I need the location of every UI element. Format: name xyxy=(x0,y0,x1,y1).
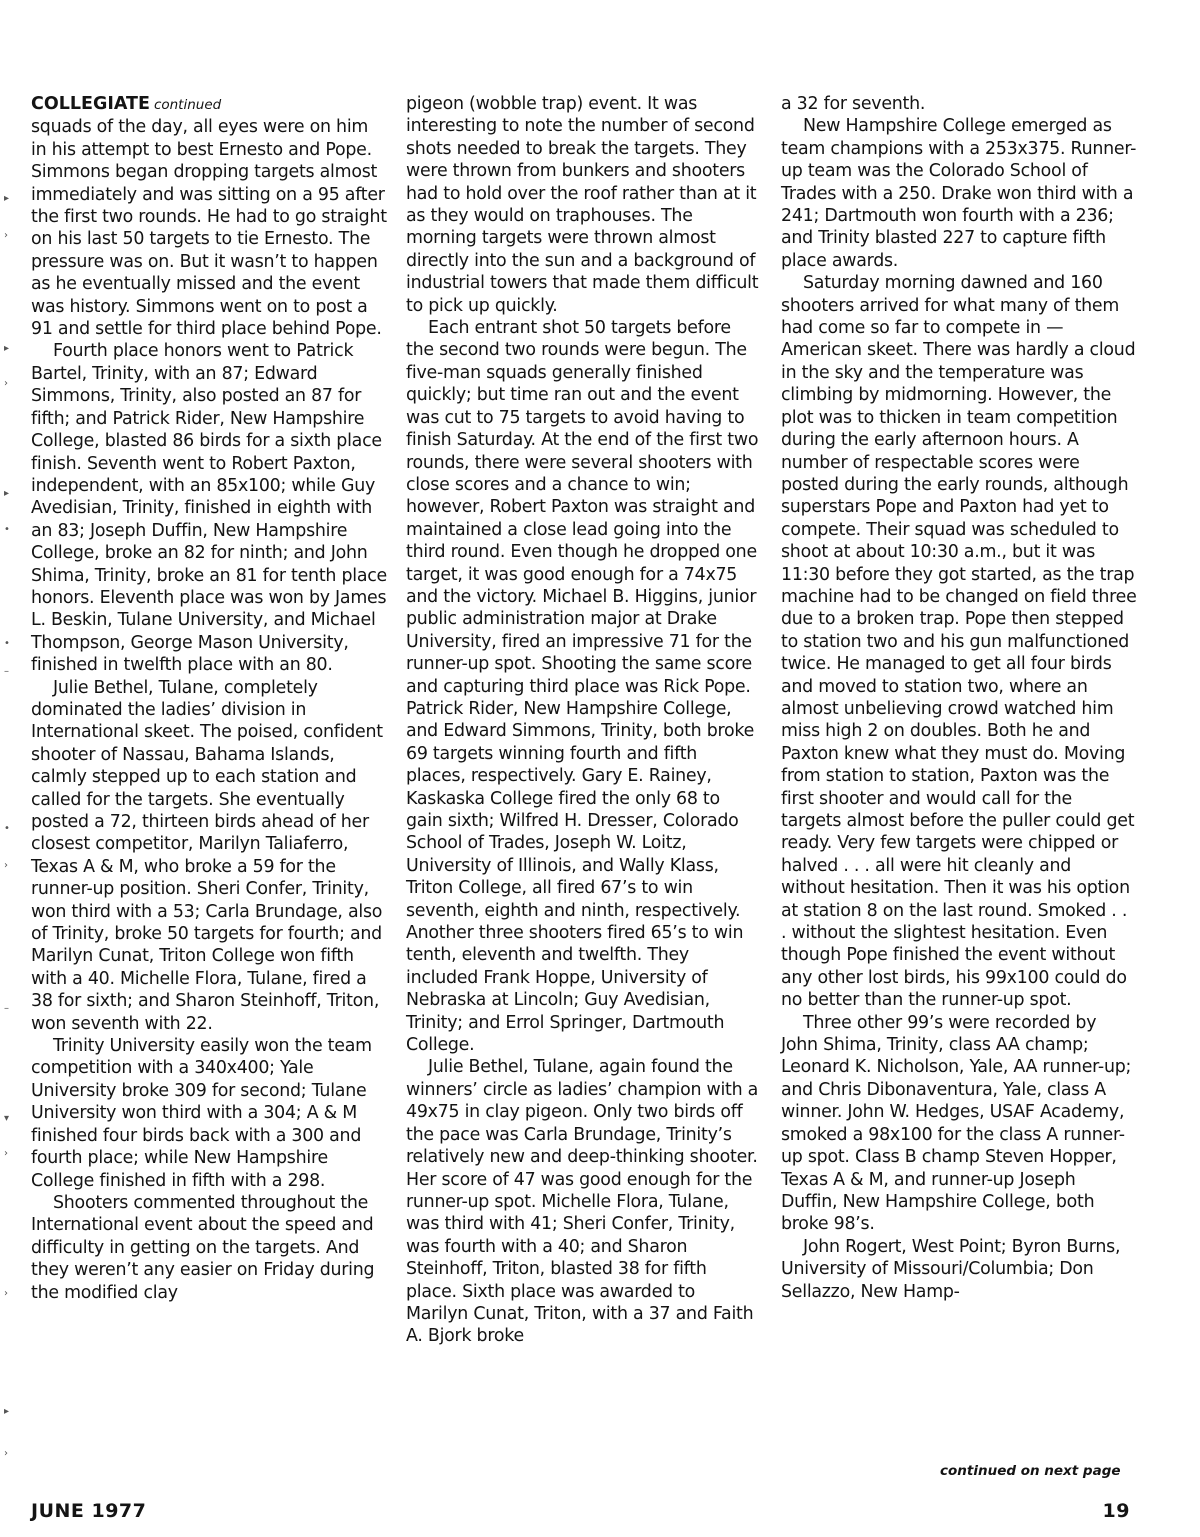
paragraph: a 32 for seventh. xyxy=(781,94,926,114)
margin-mark-icon: • xyxy=(4,524,10,535)
column-2 xyxy=(406,93,760,1348)
margin-mark-icon: ▸ xyxy=(4,343,10,354)
page-number: 19 xyxy=(1102,1500,1130,1522)
column-1 xyxy=(31,93,387,1304)
paragraph: squads of the day, all eyes were on him in his attempt to best Ernesto and Pope. Simmons began dropping targets almost immediately and was sitting on a 95 after the first two rounds. He had to go straight on his last 50 targets to tie Ernesto. The pressure was on. But it wasn’t to happen as he eventually missed and the event was history. Simmons went on to post a 91 and settle for third place behind Pope. xyxy=(31,117,387,340)
margin-mark-icon: › xyxy=(4,1148,8,1159)
margin-mark-icon: › xyxy=(4,1288,8,1299)
paragraph: Trinity University easily won the team competition with a 340x400; Yale University broke 309 for second; Tulane University won third with a 304; A & M finished four birds back with a 300 and fourth place; while New Hampshire College finished in fifth with a 298. xyxy=(31,1036,372,1191)
paragraph: pigeon (wobble trap) event. It was interesting to note the number of second shots needed to break the targets. They were thrown from bunkers and shooters had to hold over the roof rather than at it as they would on traphouses. The morning targets were thrown almost directly into the sun and a background of industrial towers that made them difficult to pick up quickly. xyxy=(406,94,759,316)
paragraph: Each entrant shot 50 targets before the second two rounds were begun. The five-man squads generally finished quickly; but time ran out and the event was cut to 75 targets to avoid having to finish Saturday. At the end of the first two rounds, there were several shooters with close scores and a chance to win; however, Robert Paxton was straight and maintained a close lead going into the third round. Even though he dropped one target, it was good enough for a 74x75 and the victory. Michael B. Higgins, junior public administration major at Drake University, fired an impressive 71 for the runner-up spot. Shooting the same score and capturing third place was Rick Pope. Patrick Rider, New Hampshire College, and Edward Simmons, Trinity, both broke 69 targets winning fourth and fifth places, respectively. Gary E. Rainey, Kaskaska College fired the only 68 to gain sixth; Wilfred H. Dresser, Colorado School of Trades, Joseph W. Loitz, University of Illinois, and Wally Klass, Triton College, all fired 67’s to win seventh, eighth and ninth, respectively. Another three shooters fired 65’s to win tenth, eleventh and twelfth. They included Frank Hoppe, University of Nebraska at Lincoln; Guy Avedisian, Trinity; and Errol Springer, Dartmouth College. xyxy=(406,318,759,1056)
margin-mark-icon: – xyxy=(4,666,9,677)
margin-mark-icon: • xyxy=(4,823,10,834)
continued-note: continued on next page xyxy=(940,1463,1121,1479)
paragraph: Fourth place honors went to Patrick Bartel, Trinity, with an 87; Edward Simmons, Trinity, also posted an 87 for fifth; and Patrick Rider, New Hampshire College, blasted 86 birds for a sixth place finish. Seventh went to Robert Paxton, independent, with an 85x100; while Guy Avedisian, Trinity, finished in eighth with an 83; Joseph Duffin, New Hampshire College, broke an 82 for ninth; and John Shima, Trinity, broke an 81 for tenth place honors. Eleventh place was won by James L. Beskin, Tulane University, and Michael Thompson, George Mason University, finished in twelfth place with an 80. xyxy=(31,341,387,676)
margin-mark-icon: › xyxy=(4,230,8,241)
margin-mark-icon: › xyxy=(4,1448,8,1459)
paragraph: John Rogert, West Point; Byron Burns, University of Missouri/Columbia; Don Sellazzo, New Hamp- xyxy=(781,1236,1121,1302)
heading-subtitle: continued xyxy=(153,97,222,113)
paragraph: Julie Bethel, Tulane, completely dominated the ladies’ division in International skeet. The poised, confident shooter of Nassau, Bahama Islands, calmly stepped up to each station and called for the targets. She eventually posted a 72, thirteen birds ahead of her closest competitor, Marilyn Taliaferro, Texas A & M, who broke a 59 for the runner-up position. Sheri Confer, Trinity, won third with a 53; Carla Brundage, also of Trinity, broke 50 targets for fourth; and Marilyn Cunat, Triton College won fifth with a 40. Michelle Flora, Tulane, fired a 38 for sixth; and Sharon Steinhoff, Triton, won seventh with 22. xyxy=(31,677,383,1034)
margin-mark-icon: – xyxy=(4,1003,9,1014)
paragraph: Saturday morning dawned and 160 shooters arrived for what many of them had come so far to compete in — American skeet. There was hardly a cloud in the sky and the temperature was climbing by midmorning. However, the plot was to thicken in team competition during the early afternoon hours. A number of respectable scores were posted during the early rounds, although superstars Pope and Paxton had yet to compete. Their squad was scheduled to shoot at about 10:30 a.m., but it was 11:30 before they got started, as the trap machine had to be changed on field three due to a broken trap. Pope then stepped to station two and his gun malfunctioned twice. He managed to get all four birds and moved to station two, where an almost unbelieving crowd watched him miss high 2 on doubles. Both he and Paxton knew what they must do. Moving from station to station, Paxton was the first shooter and would call for the targets almost before the puller could get ready. Very few targets were chipped or halved . . . all were hit cleanly and without hesitation. Then it was his option at station 8 on the last round. Smoked . . . without the slightest hesitation. Even though Pope finished the event without any other lost birds, his 99x100 could do no better than the runner-up spot. xyxy=(781,273,1137,1011)
section-heading xyxy=(31,93,387,116)
margin-mark-icon: ▸ xyxy=(4,193,10,204)
heading-title: COLLEGIATE xyxy=(31,94,150,114)
margin-mark-icon: ▸ xyxy=(4,1406,10,1417)
footer-date: JUNE 1977 xyxy=(31,1500,147,1522)
paragraph: Julie Bethel, Tulane, again found the winners’ circle as ladies’ champion with a 49x75 in clay pigeon. Only two birds off the pace was Carla Brundage, Trinity’s relatively new and deep-thinking shooter. Her score of 47 was good enough for the runner-up spot. Michelle Flora, Tulane, was third with 41; Sheri Confer, Trinity, was fourth with a 40; and Sharon Steinhoff, Triton, blasted 38 for fifth place. Sixth place was awarded to Marilyn Cunat, Triton, with a 37 and Faith A. Bjork broke xyxy=(406,1057,759,1347)
column-3 xyxy=(781,93,1137,1303)
margin-mark-icon: • xyxy=(4,638,10,649)
paragraph: New Hampshire College emerged as team champions with a 253x375. Runner-up team was the Colorado School of Trades with a 250. Drake won third with a 241; Dartmouth won fourth with a 236; and Trinity blasted 227 to capture fifth place awards. xyxy=(781,116,1137,271)
margin-mark-icon: ▸ xyxy=(4,488,10,499)
paragraph: Three other 99’s were recorded by John Shima, Trinity, class AA champ; Leonard K. Nicholson, Yale, AA runner-up; and Chris Dibonaventura, Yale, class A winner. John W. Hedges, USAF Academy, smoked a 98x100 for the class A runner-up spot. Class B champ Steven Hopper, Texas A & M, and runner-up Joseph Duffin, New Hampshire College, both broke 98’s. xyxy=(781,1012,1132,1235)
margin-mark-icon: › xyxy=(4,378,8,389)
margin-mark-icon: › xyxy=(4,860,8,871)
margin-mark-icon: ▾ xyxy=(4,1113,10,1124)
paragraph: Shooters commented throughout the International event about the speed and difficulty in getting on the targets. And they weren’t any easier on Friday during the modified clay xyxy=(31,1192,375,1303)
